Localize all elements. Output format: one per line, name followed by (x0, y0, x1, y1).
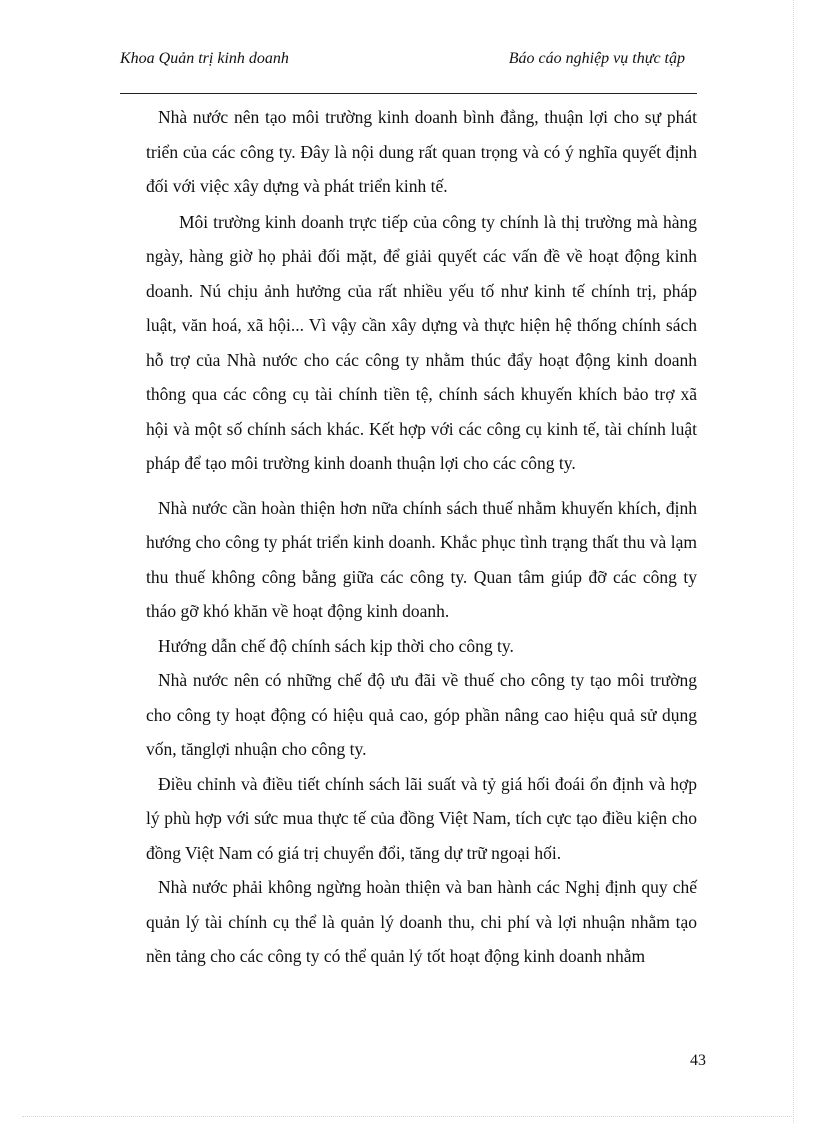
page-header (120, 50, 697, 76)
paragraph-4: Hướng dẫn chế độ chính sách kịp thời cho công ty. (158, 635, 514, 656)
header-faculty: Khoa Quản trị kinh doanh (120, 50, 289, 67)
document-body (146, 100, 697, 974)
header-rule (120, 93, 697, 94)
paragraph-1: Nhà nước nên tạo môi trường kinh doanh bình đẳng, thuận lợi cho sự phát triển của các công ty. Đây là nội dung rất quan trọng và có ý nghĩa quyết định đối với việc xây dựng và phát triển kinh tế. (146, 107, 697, 196)
paragraph-2: Môi trường kinh doanh trực tiếp của công ty chính là thị trường mà hàng ngày, hàng giờ họ phải đối mặt, để giải quyết các vấn đề về hoạt động kinh doanh. Nú chịu ảnh hưởng của rất nhiều yếu tố như kinh tế chính trị, pháp luật, văn hoá, xã hội... Vì vậy cần xây dựng và thực hiện hệ thống chính sách hỗ trợ của Nhà nước cho các công ty nhằm thúc đẩy hoạt động kinh doanh thông qua các công cụ tài chính tiền tệ, chính sách khuyến khích bảo trợ xã hội và một số chính sách khác. Kết hợp với các công cụ kinh tế, tài chính luật pháp để tạo môi trường kinh doanh thuận lợi cho các công ty. (146, 211, 697, 473)
page-border-bottom (22, 1116, 794, 1117)
header-report-title: Báo cáo nghiệp vụ thực tập (508, 50, 685, 67)
page-number: 43 (690, 1052, 706, 1069)
page-border-right (793, 0, 794, 1123)
paragraph-5: Nhà nước nên có những chế độ ưu đãi về thuế cho công ty tạo môi trường cho công ty hoạt động có hiệu quả cao, góp phần nâng cao hiệu quả sử dụng vốn, tănglợi nhuận cho công ty. (146, 670, 697, 759)
paragraph-7: Nhà nước phải không ngừng hoàn thiện và ban hành các Nghị định quy chế quản lý tài chính cụ thể là quản lý doanh thu, chi phí và lợi nhuận nhằm tạo nền tảng cho các công ty có thể quản lý tốt hoạt động kinh doanh nhằm (146, 877, 697, 966)
paragraph-6: Điều chỉnh và điều tiết chính sách lãi suất và tỷ giá hối đoái ổn định và hợp lý phù hợp với sức mua thực tế của đồng Việt Nam, tích cực tạo điều kiện cho đồng Việt Nam có giá trị chuyển đổi, tăng dự trữ ngoại hối. (146, 773, 697, 863)
paragraph-3: Nhà nước cần hoàn thiện hơn nữa chính sách thuế nhằm khuyến khích, định hướng cho công ty phát triển kinh doanh. Khắc phục tình trạng thất thu và lạm thu thuế không công bằng giữa các công ty. Quan tâm giúp đỡ các công ty tháo gỡ khó khăn về hoạt động kinh doanh. (146, 497, 697, 621)
